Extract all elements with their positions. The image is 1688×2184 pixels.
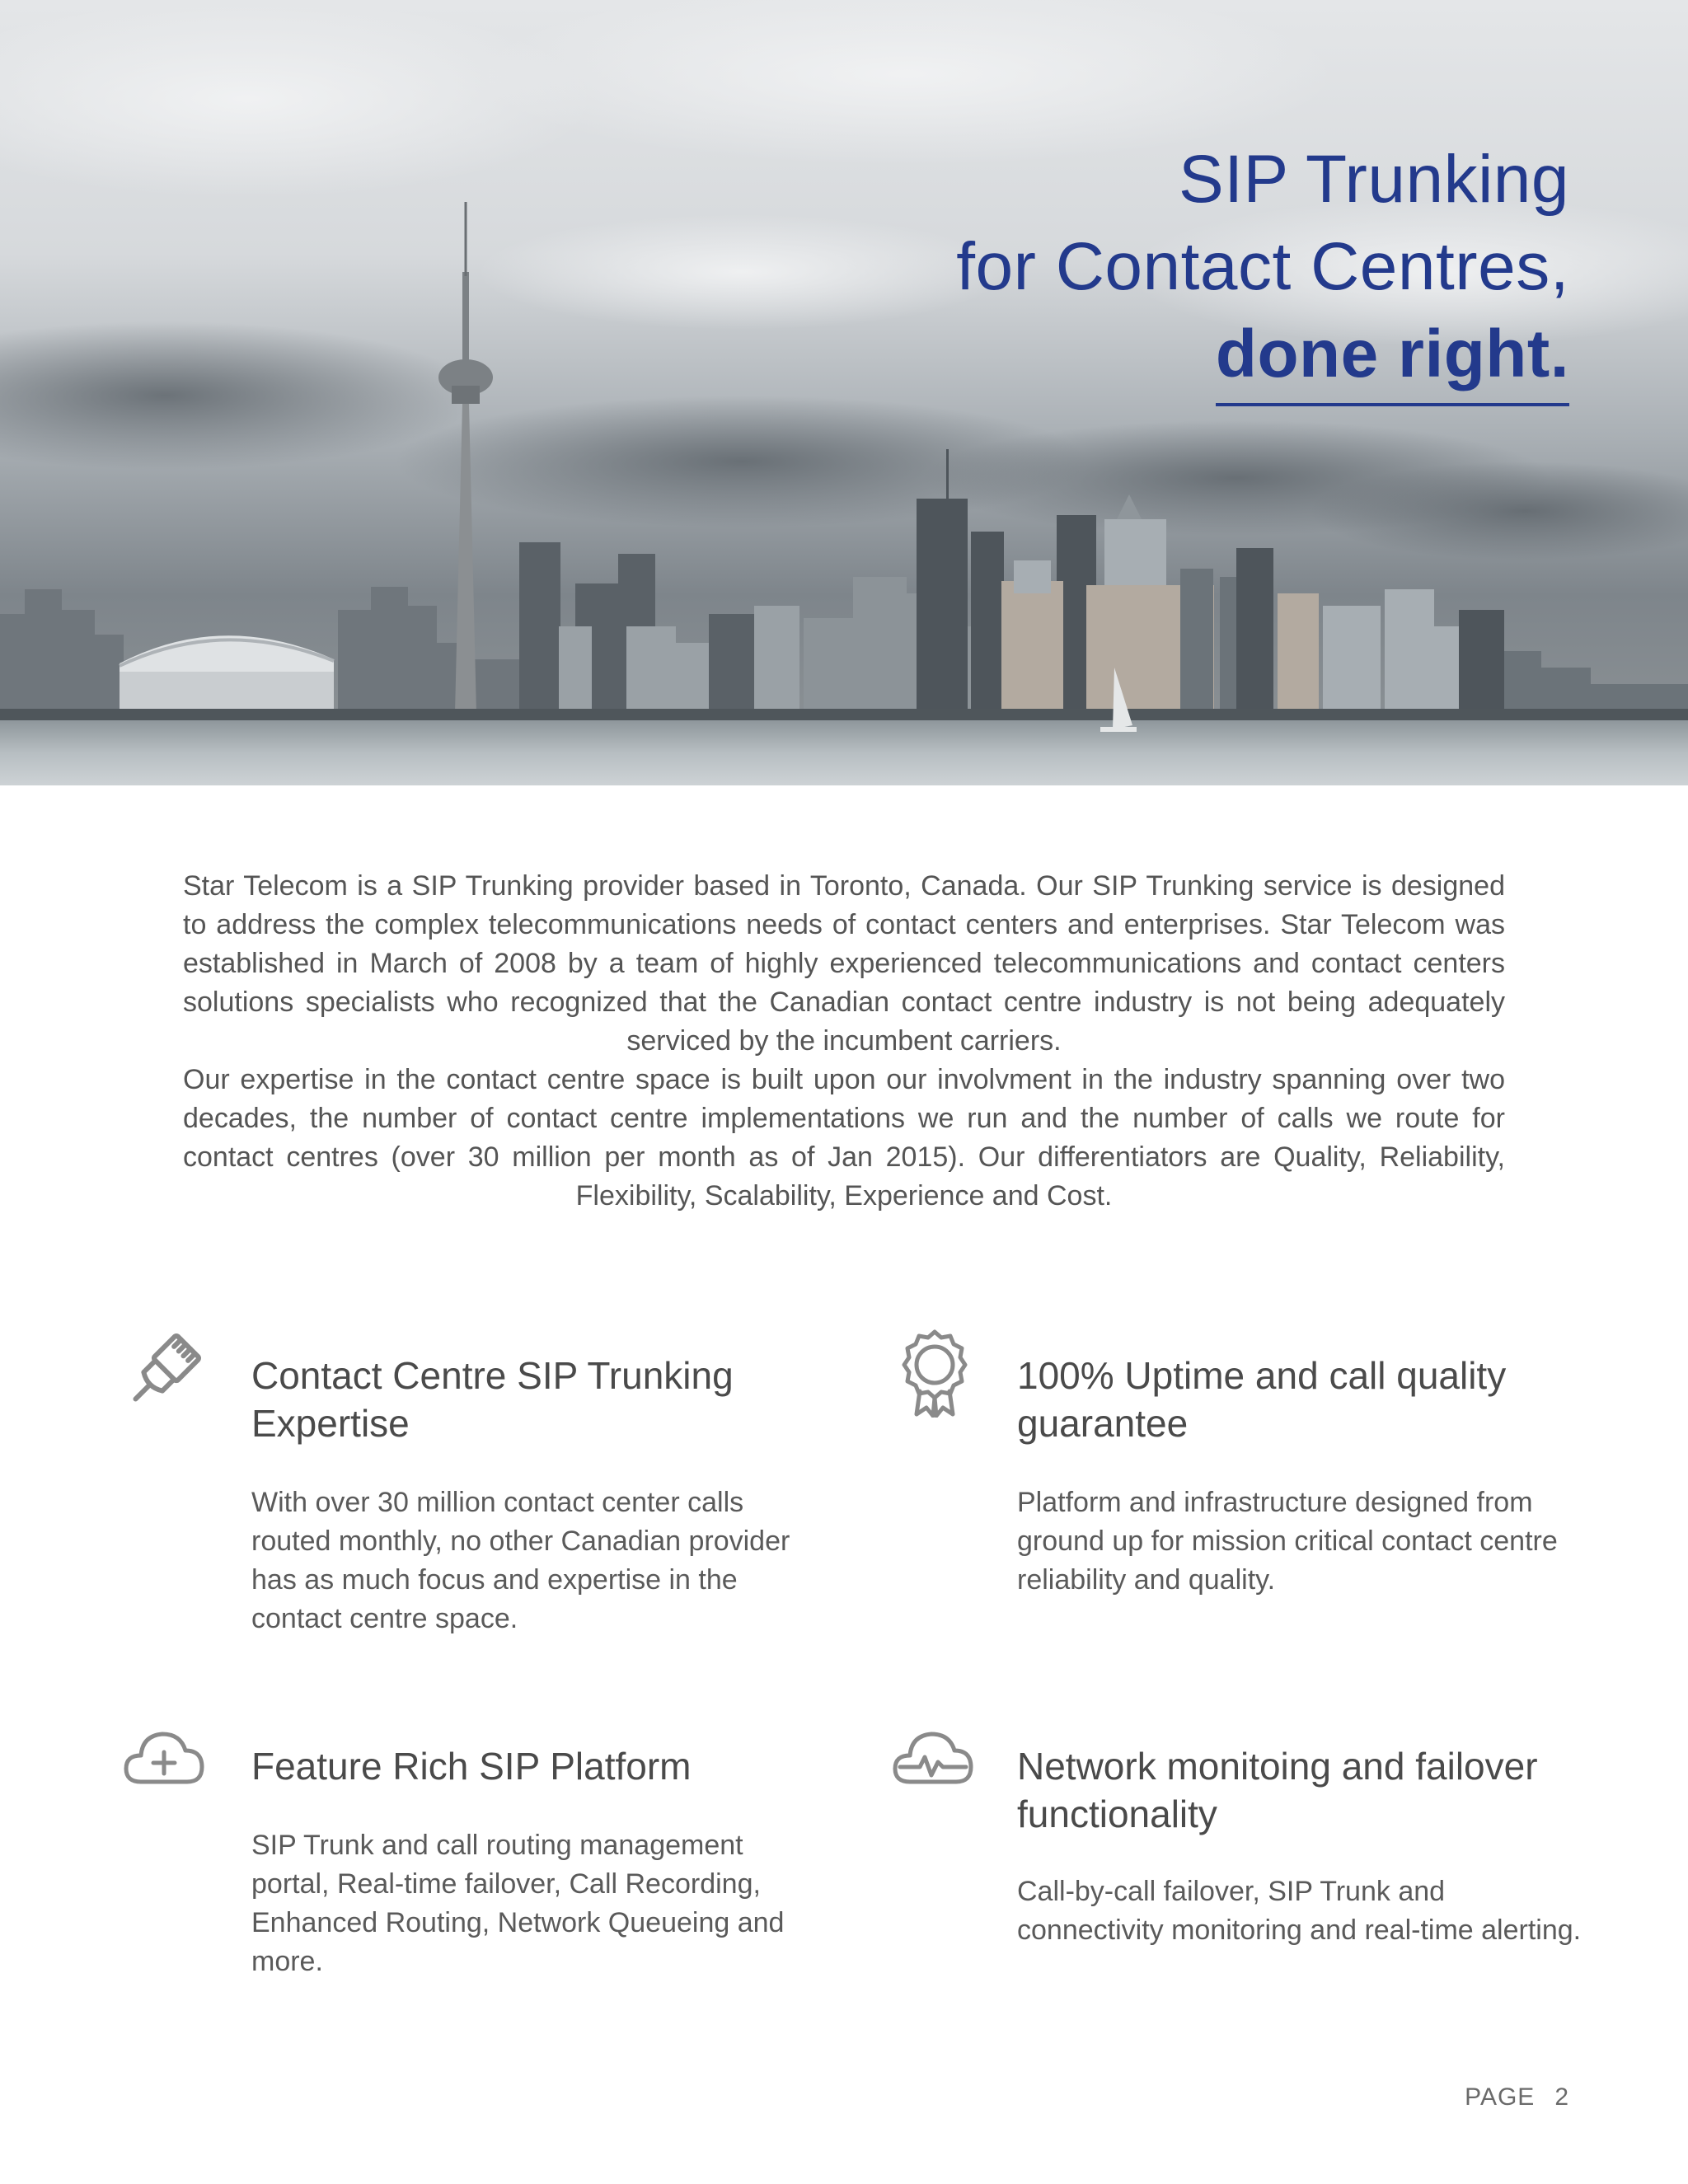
feature-title: Contact Centre SIP Trunking Expertise xyxy=(251,1354,734,1445)
hero-title-line-1: SIP Trunking xyxy=(1179,142,1569,217)
feature-body: SIP Trunk and call routing management portal, Real-time failover, Call Recording, Enhanced Routing, Network Queueing and more. xyxy=(251,1830,785,1977)
award-badge-icon xyxy=(893,1327,976,1409)
page-number xyxy=(1465,2083,1569,2111)
cloud-plus-icon xyxy=(123,1724,205,1807)
ethernet-cable-icon xyxy=(121,1331,204,1413)
feature-title: 100% Uptime and call quality guarantee xyxy=(1017,1354,1507,1445)
hero-title xyxy=(956,136,1569,406)
page-label: PAGE xyxy=(1465,2083,1536,2111)
hero-title-line-2: for Contact Centres, xyxy=(956,229,1569,304)
hero-banner xyxy=(0,0,1688,785)
cloud-pulse-icon xyxy=(892,1724,974,1807)
intro-paragraph-2: Our expertise in the contact centre space is built upon our involvment in the industry spanning over two decades, the number of contact centre implementations we run and the number of calls we route for contact centres (over 30 million per month as of Jan 2015). Our differentiators are Quality, Reliability, Flexibility, Scalability, Experience and Cost. xyxy=(183,1064,1505,1212)
hero-title-accent: done right. xyxy=(1216,311,1569,406)
feature-title: Network monitoing and failover functionality xyxy=(1017,1745,1538,1835)
intro-text xyxy=(183,867,1505,1216)
feature-body: Platform and infrastructure designed from ground up for mission critical contact centre reliability and quality. xyxy=(1017,1487,1558,1596)
page-number-value: 2 xyxy=(1554,2083,1569,2111)
feature-title: Feature Rich SIP Platform xyxy=(251,1745,692,1788)
intro-paragraph-1: Star Telecom is a SIP Trunking provider based in Toronto, Canada. Our SIP Trunking service is designed to address the complex telecommunications needs of contact centers and enterprises. Star Telecom was established in March of 2008 by a team of highly experienced telecommunications and contact centers solutions specialists who recognized that the Canadian contact centre industry is not being adequately serviced by the incumbent carriers. xyxy=(183,870,1505,1057)
feature-body: With over 30 million contact center calls routed monthly, no other Canadian provider has as much focus and expertise in the contact centre space. xyxy=(251,1487,790,1634)
feature-body: Call-by-call failover, SIP Trunk and connectivity monitoring and real-time alerting. xyxy=(1017,1876,1582,1946)
